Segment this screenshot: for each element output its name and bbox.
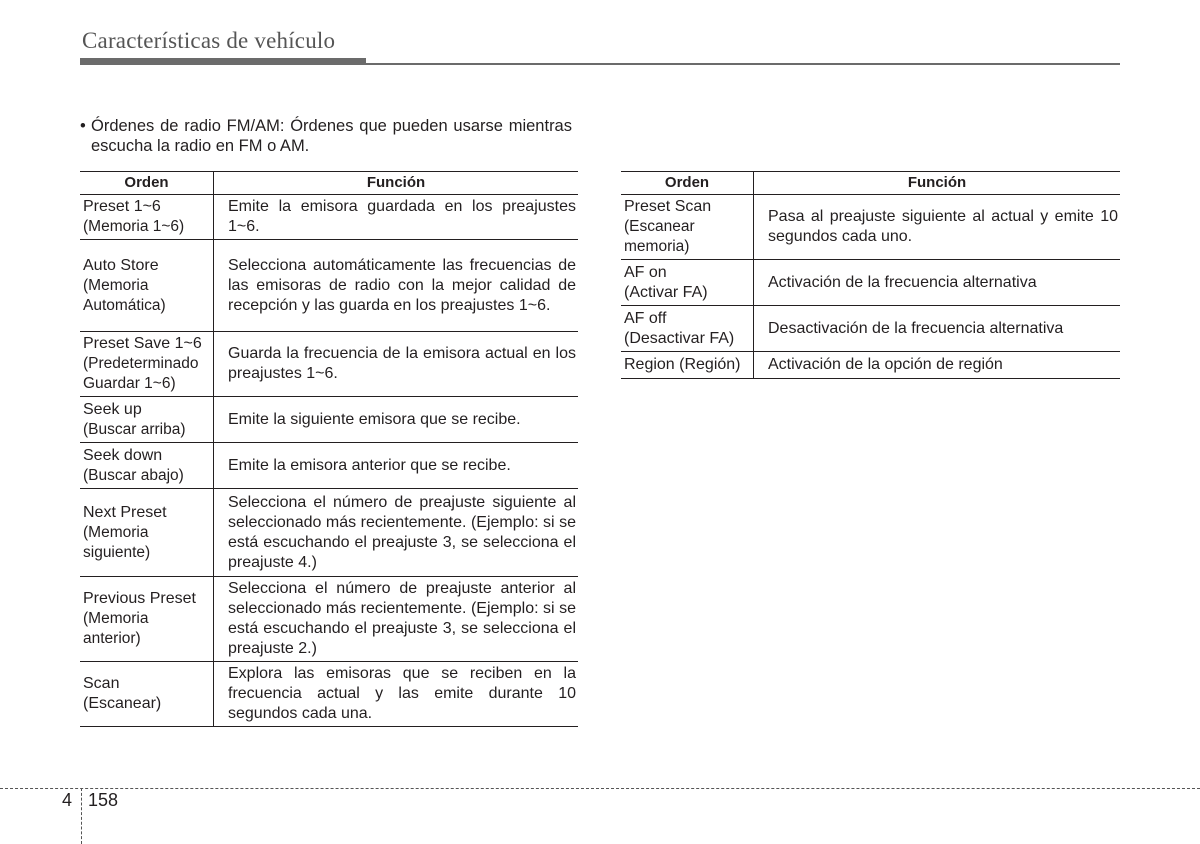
- table-header-row: [80, 172, 578, 195]
- order-line: (Predeterminado: [83, 355, 199, 372]
- order-cell: [80, 195, 214, 240]
- order-line: anterior): [83, 630, 141, 647]
- order-line: (Memoria 1~6): [83, 218, 185, 235]
- order-line: memoria): [624, 238, 690, 255]
- order-line: Seek down: [83, 446, 163, 464]
- title-rule: [366, 63, 1120, 65]
- order-line: Preset Scan: [624, 198, 712, 215]
- footer-vertical-divider: [81, 788, 82, 844]
- function-cell: Selecciona automáticamente las frecuencias de las emisoras de radio con la mejor calidad de recepción y las guarda en los preajustes 1~6.: [214, 240, 579, 332]
- title-bar: [80, 58, 366, 65]
- order-cell: [621, 306, 754, 352]
- order-line: (Escanear: [624, 218, 695, 235]
- table-row: [621, 306, 1120, 352]
- order-line: (Memoria: [83, 523, 149, 541]
- page-title: Características de vehículo: [82, 28, 336, 53]
- order-cell: [80, 577, 214, 662]
- order-line: Auto Store: [83, 256, 159, 274]
- order-line: Scan: [83, 675, 120, 692]
- order-line: (Buscar abajo): [83, 466, 184, 484]
- order-cell: [80, 332, 214, 397]
- order-cell: [80, 443, 214, 489]
- order-cell: [621, 352, 754, 379]
- function-cell: Pasa al preajuste siguiente al actual y emite 10 segundos cada uno.: [754, 195, 1121, 260]
- order-line: Guardar 1~6): [83, 375, 176, 392]
- bullet-icon: •: [80, 117, 86, 135]
- function-cell: Activación de la frecuencia alternativa: [754, 260, 1121, 306]
- table-row: [80, 489, 578, 577]
- footer-divider: [0, 788, 1200, 789]
- order-line: Next Preset: [83, 503, 167, 521]
- function-cell: Activación de la opción de región: [754, 352, 1121, 379]
- order-line: Seek up: [83, 400, 142, 418]
- table-row: [80, 332, 578, 397]
- function-cell: Explora las emisoras que se reciben en la frecuencia actual y las emite durante 10 segundos cada una.: [214, 662, 579, 727]
- order-line: (Activar FA): [624, 283, 708, 301]
- order-cell: [80, 397, 214, 443]
- order-cell: [621, 260, 754, 306]
- order-line: (Desactivar FA): [624, 329, 735, 347]
- order-line: Previous Preset: [83, 590, 196, 607]
- table-header-row: [621, 172, 1120, 195]
- table-row: [80, 397, 578, 443]
- page-number: 158: [88, 790, 119, 810]
- order-cell: [80, 489, 214, 577]
- order-line: siguiente): [83, 543, 151, 561]
- header-funcion: Función: [214, 172, 579, 195]
- table-row: [621, 260, 1120, 306]
- order-line: Automática): [83, 296, 166, 314]
- table-row: [80, 577, 578, 662]
- function-cell: Desactivación de la frecuencia alternativa: [754, 306, 1121, 352]
- table-row: [80, 443, 578, 489]
- order-line: (Memoria: [83, 610, 149, 627]
- order-line: (Memoria: [83, 276, 149, 294]
- function-cell: Selecciona el número de preajuste anterior al seleccionado más recientemente. (Ejemplo: si se está escuchando el preajuste 3, se selecciona el preajuste 2.): [214, 577, 579, 662]
- order-line: AF off: [624, 309, 667, 327]
- table-row: [80, 195, 578, 240]
- chapter-number: 4: [62, 790, 73, 810]
- fm-am-commands-table: [80, 171, 578, 727]
- header-orden: Orden: [80, 172, 214, 195]
- order-line: AF on: [624, 263, 667, 281]
- intro-text: Órdenes de radio FM/AM: Órdenes que pueden usarse mientras escucha la radio en FM o AM.: [91, 117, 572, 155]
- intro-paragraph: [80, 116, 572, 156]
- order-line: Preset 1~6: [83, 198, 161, 215]
- function-cell: Guarda la frecuencia de la emisora actual en los preajustes 1~6.: [214, 332, 579, 397]
- order-line: (Buscar arriba): [83, 420, 186, 438]
- table-row: [80, 662, 578, 727]
- function-cell: Selecciona el número de preajuste siguiente al seleccionado más recientemente. (Ejemplo: si se está escuchando el preajuste 3, se selecciona el preajuste 4.): [214, 489, 579, 577]
- header-funcion: Función: [754, 172, 1121, 195]
- order-line: Preset Save 1~6: [83, 335, 202, 352]
- function-cell: Emite la emisora anterior que se recibe.: [214, 443, 579, 489]
- order-line: (Escanear): [83, 695, 162, 712]
- function-cell: Emite la emisora guardada en los preajustes 1~6.: [214, 195, 579, 240]
- order-cell: [80, 662, 214, 727]
- function-cell: Emite la siguiente emisora que se recibe.: [214, 397, 579, 443]
- order-cell: [621, 195, 754, 260]
- table-row: [80, 240, 578, 332]
- order-line: Region (Región): [624, 356, 741, 373]
- header-orden: Orden: [621, 172, 754, 195]
- table-row: [621, 195, 1120, 260]
- table-row: [621, 352, 1120, 379]
- order-cell: [80, 240, 214, 332]
- additional-commands-table: [621, 171, 1120, 379]
